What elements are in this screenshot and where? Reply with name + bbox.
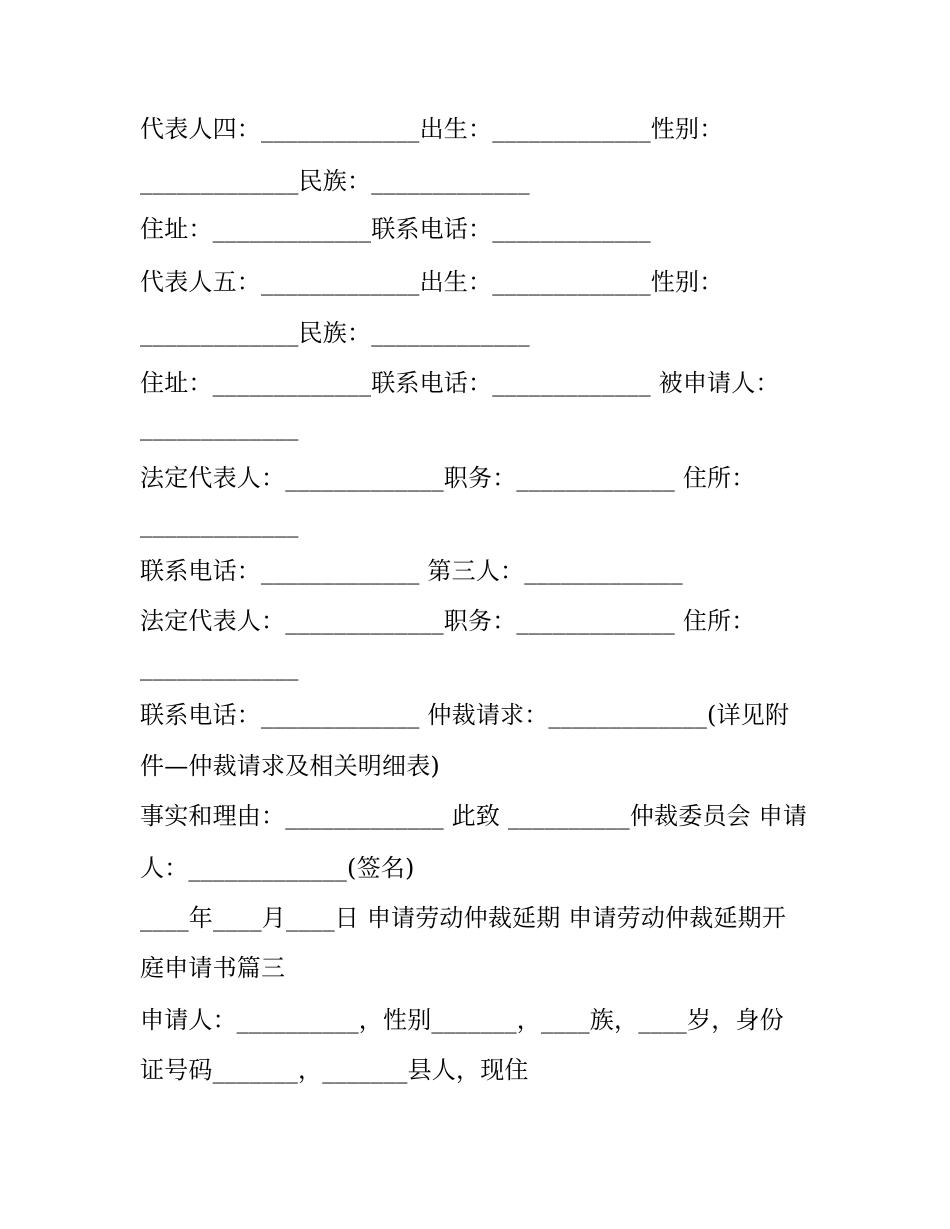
text-line: 人：_____________(签名) <box>140 854 415 882</box>
text-line: _____________ <box>140 510 299 538</box>
text-line: 法定代表人：_____________职务：_____________ 住所： <box>140 607 756 635</box>
text-line: 事实和理由：_____________ 此致 __________仲裁委员会 申请 <box>140 802 808 830</box>
text-line: 证号码_______，_______县人，现住 <box>140 1056 529 1084</box>
text-line: 住址：_____________联系电话：_____________ <box>140 215 651 243</box>
text-line: 件—仲裁请求及相关明细表) <box>140 752 440 780</box>
text-line: 代表人五：_____________出生：_____________性别： <box>140 268 724 296</box>
text-line: 联系电话：_____________ 仲裁请求：_____________(详见附 <box>140 701 790 729</box>
text-line: _____________民族：_____________ <box>140 167 530 195</box>
text-line: 住址：_____________联系电话：_____________ 被申请人： <box>140 369 780 397</box>
text-line: ____年____月____日 申请劳动仲裁延期 申请劳动仲裁延期开 <box>140 904 787 932</box>
text-line: 申请人：__________，性别_______，____族，____岁，身份 <box>140 1006 784 1034</box>
text-line: _____________ <box>140 653 299 681</box>
text-line: _____________ <box>140 413 299 441</box>
text-line: 庭申请书篇三 <box>140 954 286 982</box>
text-line: 联系电话：_____________ 第三人：_____________ <box>140 557 683 585</box>
text-line: 法定代表人：_____________职务：_____________ 住所： <box>140 464 756 492</box>
text-line: 代表人四：_____________出生：_____________性别： <box>140 115 724 143</box>
text-line: _____________民族：_____________ <box>140 319 530 347</box>
